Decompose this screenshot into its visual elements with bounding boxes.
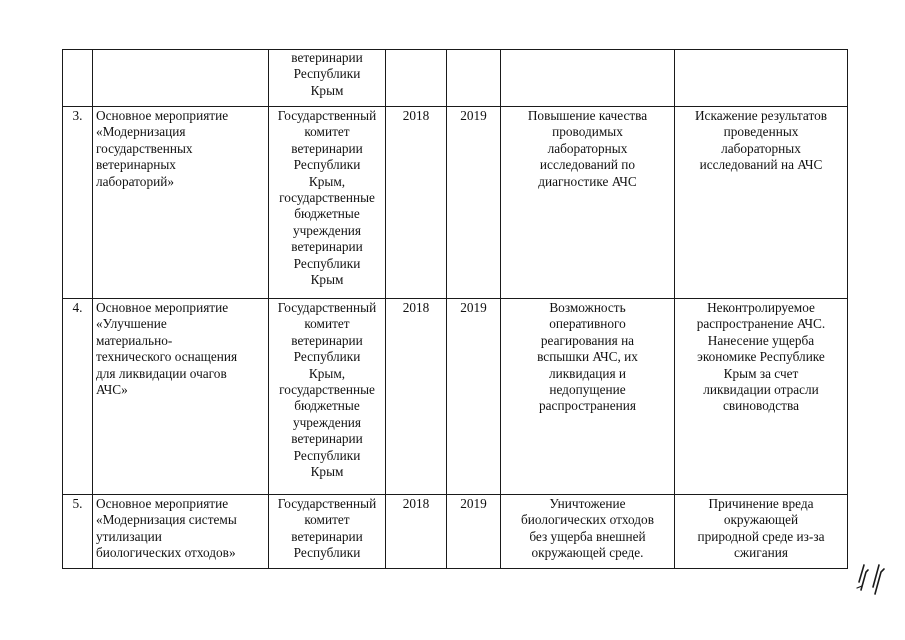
- row-number-cell: 4.: [63, 299, 93, 495]
- end-year-cell: [447, 50, 501, 107]
- row-number-cell: 5.: [63, 495, 93, 569]
- executor-cell: Государственный комитет ветеринарии Республики Крым, государственные бюджетные учреждения ветеринарии Республики Крым: [269, 107, 386, 299]
- risk-cell: Искажение результатов проведенных лабораторных исследований на АЧС: [675, 107, 848, 299]
- row-number-cell: [63, 50, 93, 107]
- table-row: [63, 107, 848, 299]
- measure-name-cell: [93, 50, 269, 107]
- measure-name-cell: Основное мероприятие «Улучшение материально- технического оснащения для ликвидации очагов АЧС»: [93, 299, 269, 495]
- start-year-cell: 2018: [386, 107, 447, 299]
- measure-name-cell: Основное мероприятие «Модернизация системы утилизации биологических отходов»: [93, 495, 269, 569]
- expected-result-cell: Возможность оперативного реагирования на вспышки АЧС, их ликвидация и недопущение распространения: [501, 299, 675, 495]
- table-row: [63, 299, 848, 495]
- table-row: [63, 495, 848, 569]
- start-year-cell: 2018: [386, 495, 447, 569]
- expected-result-cell: [501, 50, 675, 107]
- start-year-cell: [386, 50, 447, 107]
- end-year-cell: 2019: [447, 107, 501, 299]
- executor-cell: Государственный комитет ветеринарии Республики: [269, 495, 386, 569]
- measures-table: [62, 49, 848, 569]
- start-year-cell: 2018: [386, 299, 447, 495]
- handwritten-page-number: [853, 560, 893, 596]
- end-year-cell: 2019: [447, 495, 501, 569]
- executor-cell: ветеринарии Республики Крым: [269, 50, 386, 107]
- executor-cell: Государственный комитет ветеринарии Республики Крым, государственные бюджетные учреждения ветеринарии Республики Крым: [269, 299, 386, 495]
- risk-cell: Неконтролируемое распространение АЧС. Нанесение ущерба экономике Республике Крым за счет ликвидации отрасли свиноводства: [675, 299, 848, 495]
- risk-cell: [675, 50, 848, 107]
- table-row: [63, 50, 848, 107]
- expected-result-cell: Повышение качества проводимых лабораторных исследований по диагностике АЧС: [501, 107, 675, 299]
- risk-cell: Причинение вреда окружающей природной среде из-за сжигания: [675, 495, 848, 569]
- expected-result-cell: Уничтожение биологических отходов без ущерба внешней окружающей среде.: [501, 495, 675, 569]
- measure-name-cell: Основное мероприятие «Модернизация государственных ветеринарных лабораторий»: [93, 107, 269, 299]
- row-number-cell: 3.: [63, 107, 93, 299]
- end-year-cell: 2019: [447, 299, 501, 495]
